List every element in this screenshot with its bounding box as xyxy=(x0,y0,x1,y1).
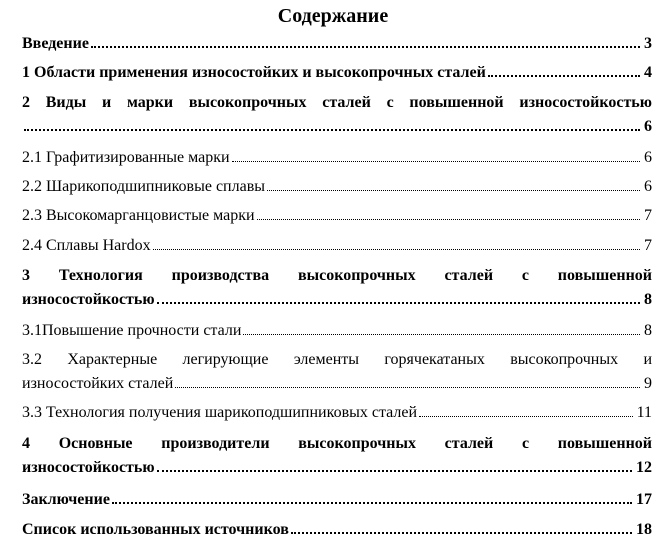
toc-entry-label: 2.2 Шарикоподшипниковые сплавы xyxy=(22,178,265,195)
toc-title: Содержание xyxy=(277,5,389,27)
toc-entry-label-line1: 3.2 Характерные легирующие элементы горячекатаных высокопрочных и xyxy=(22,351,652,368)
toc-entry-page: 7 xyxy=(644,237,652,254)
toc-entry-page: 12 xyxy=(636,459,652,476)
toc-entry-label: износостойкостью xyxy=(22,291,155,308)
dot-leader xyxy=(157,469,632,472)
dot-leader xyxy=(291,531,632,534)
toc-entry-page: 17 xyxy=(636,491,652,508)
toc-entry-page: 6 xyxy=(644,118,652,135)
dot-leader xyxy=(157,301,640,304)
toc-entry-page: 18 xyxy=(636,521,652,538)
toc-entry-label: 2.1 Графитизированные марки xyxy=(22,149,230,166)
toc-entry-page: 3 xyxy=(644,35,652,52)
toc-entry-page: 6 xyxy=(644,178,652,195)
dot-leader xyxy=(267,189,640,191)
toc-entry-label: 2.3 Высокомарганцовистые марки xyxy=(22,207,255,224)
toc-entry-chapter-2[interactable] xyxy=(22,92,652,138)
toc-entry-section-3-2[interactable] xyxy=(22,349,652,395)
toc-entry-page: 7 xyxy=(644,207,652,224)
toc-entry-section-2-3[interactable] xyxy=(22,205,652,227)
toc-entry-section-2-4[interactable] xyxy=(22,235,652,257)
toc-entry-chapter-4[interactable] xyxy=(22,433,652,479)
dot-leader xyxy=(243,333,640,335)
toc-entry-page: 11 xyxy=(636,404,652,421)
toc-entry-section-2-1[interactable] xyxy=(22,147,652,169)
toc-entry-section-3-1[interactable] xyxy=(22,320,652,342)
dot-leader xyxy=(112,501,632,504)
toc-entry-page: 6 xyxy=(644,149,652,166)
toc-entry-label: 3.1Повышение прочности стали xyxy=(22,322,242,339)
toc-entry-section-3-3[interactable] xyxy=(22,402,652,424)
toc-entry-section-2-2[interactable] xyxy=(22,176,652,198)
toc-entry-label: Заключение xyxy=(22,491,110,508)
toc-entry-label: износостойких сталей xyxy=(22,375,174,392)
toc-entry-conclusion[interactable] xyxy=(22,489,652,511)
dot-leader xyxy=(153,248,640,250)
toc-entry-chapter-1[interactable] xyxy=(22,62,652,84)
toc-entry-page: 8 xyxy=(644,291,652,308)
toc-entry-label: 1 Области применения износостойких и высокопрочных сталей xyxy=(22,64,486,81)
toc-entry-page: 9 xyxy=(644,375,652,392)
dot-leader xyxy=(175,386,640,388)
toc-entry-page: 8 xyxy=(644,322,652,339)
dot-leader xyxy=(488,74,640,77)
toc-entry-references[interactable] xyxy=(22,519,652,541)
toc-entry-label: Введение xyxy=(22,35,89,52)
dot-leader xyxy=(419,415,633,417)
toc-entry-label: износостойкостью xyxy=(22,459,155,476)
dot-leader xyxy=(232,160,640,162)
dot-leader xyxy=(91,45,640,48)
dot-leader xyxy=(257,218,640,220)
toc-entry-page: 4 xyxy=(644,64,652,81)
toc-entry-label: 3.3 Технология получения шарикоподшипниковых сталей xyxy=(22,404,418,421)
toc-entry-chapter-3[interactable] xyxy=(22,265,652,311)
dot-leader xyxy=(24,128,640,131)
toc-entry-label-line1: 3 Технология производства высокопрочных сталей с повышенной xyxy=(22,267,652,284)
toc-entry-label-line1: 2 Виды и марки высокопрочных сталей с повышенной износостойкостью xyxy=(22,94,652,111)
toc-entry-introduction[interactable] xyxy=(22,33,652,55)
toc-entry-label: Список использованных источников xyxy=(22,521,289,538)
toc-entry-label: 2.4 Сплавы Hardox xyxy=(22,237,151,254)
toc-entry-label-line1: 4 Основные производители высокопрочных сталей с повышенной xyxy=(22,435,652,452)
